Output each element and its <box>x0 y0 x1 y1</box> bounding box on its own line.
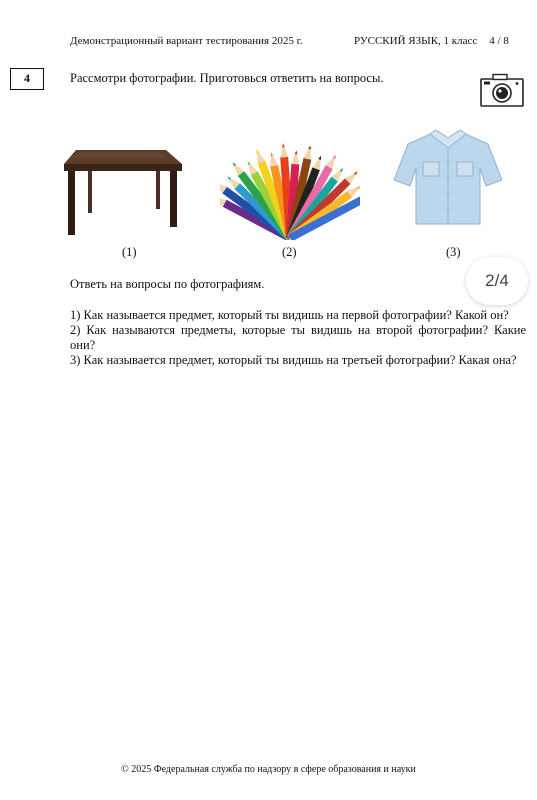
question-1: 1) Как называется предмет, который ты видишь на первой фотографии? Какой он? <box>70 308 509 322</box>
camera-icon <box>480 73 524 107</box>
answer-prompt: Ответь на вопросы по фотографиям. <box>70 277 265 291</box>
question-2: 2) Как называются предметы, которые ты видишь на второй фотографии? Какие они? <box>70 323 526 352</box>
task-instruction: Рассмотри фотографии. Приготовься ответить на вопросы. <box>70 71 384 85</box>
header-page-number: 4 / 8 <box>489 35 509 47</box>
photo-caption-3: (3) <box>446 245 461 259</box>
page-footer: © 2025 Федеральная служба по надзору в сфере образования и науки <box>121 764 416 775</box>
photo-caption-1: (1) <box>122 245 137 259</box>
questions-list <box>70 308 526 368</box>
question-3: 3) Как называется предмет, который ты видишь на третьей фотографии? Какая она? <box>70 353 517 367</box>
header-subject: РУССКИЙ ЯЗЫК, 1 класс <box>354 35 478 47</box>
page-counter-badge[interactable]: 2/4 <box>466 257 528 305</box>
task-number-box: 4 <box>10 68 44 90</box>
header-subject-page <box>354 35 509 47</box>
photo-caption-2: (2) <box>282 245 297 259</box>
header-title: Демонстрационный вариант тестирования 2025 г. <box>70 35 303 47</box>
shirt-photo <box>390 122 506 234</box>
table-photo <box>58 140 186 238</box>
pencils-photo <box>220 122 360 240</box>
